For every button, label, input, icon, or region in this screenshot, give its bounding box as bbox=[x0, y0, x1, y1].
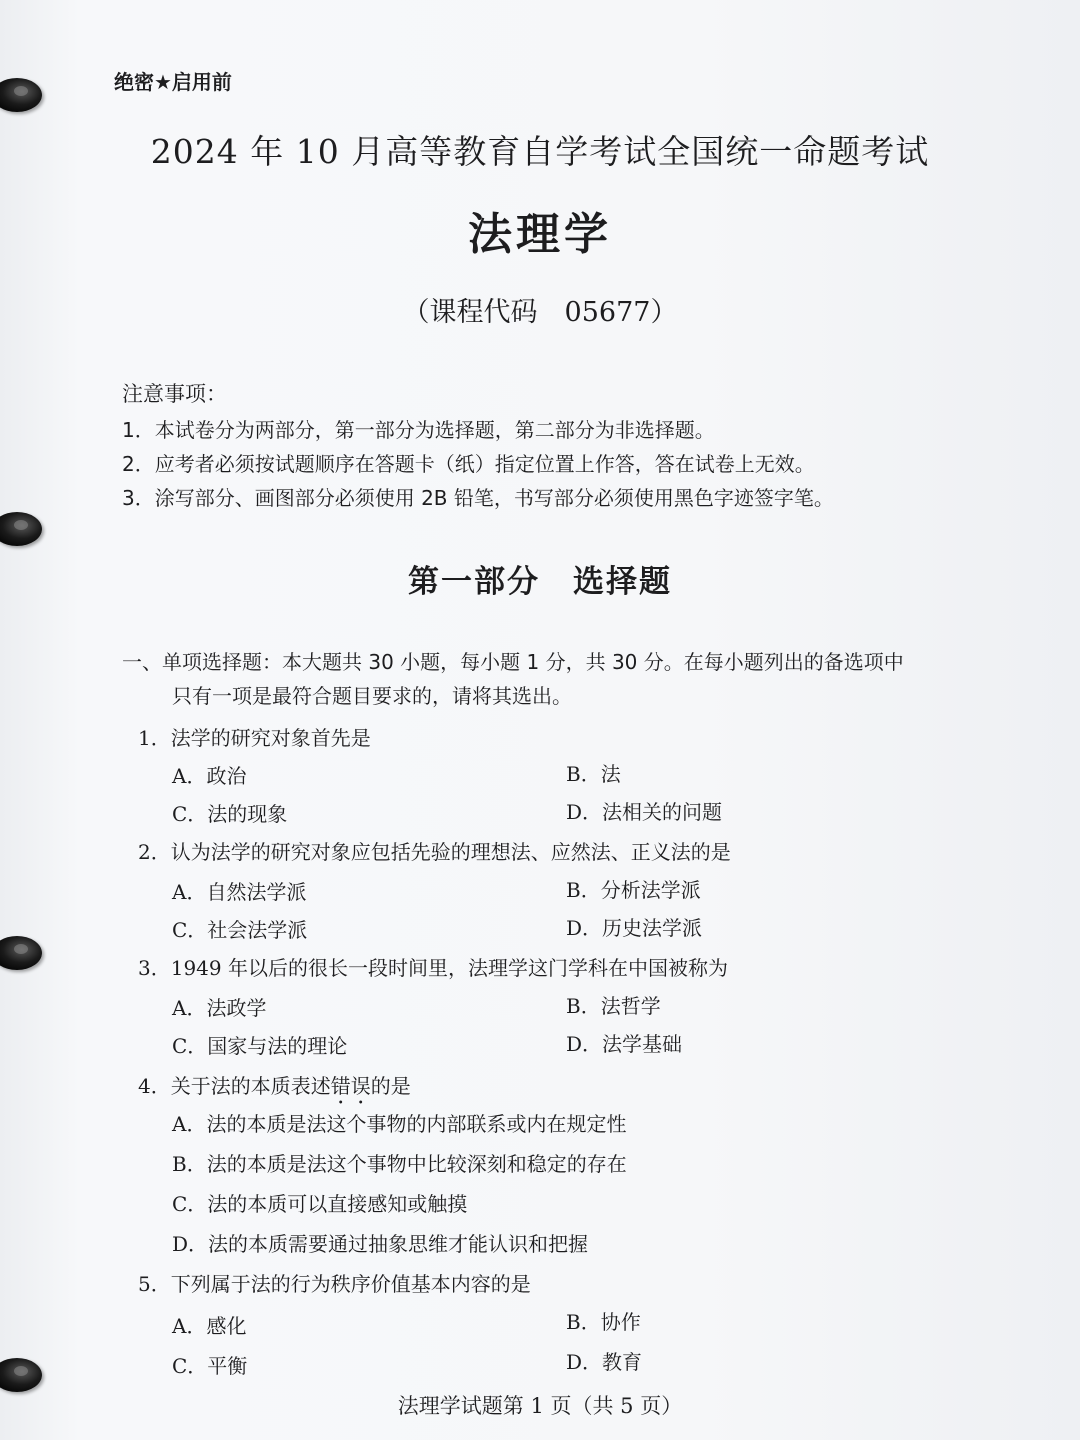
question-stem bbox=[138, 1070, 411, 1109]
note-item: 3．涂写部分、画图部分必须使用 2B 铅笔，书写部分必须使用黑色字迹签字笔。 bbox=[122, 486, 834, 510]
option: A．感化 bbox=[172, 1314, 247, 1338]
section-instruction: 只有一项是最符合题目要求的，请将其选出。 bbox=[172, 684, 572, 708]
option: B．分析法学派 bbox=[566, 878, 701, 902]
option: B．协作 bbox=[566, 1310, 641, 1334]
notes-heading: 注意事项： bbox=[122, 382, 227, 406]
section-instruction: 一、单项选择题：本大题共 30 小题，每小题 1 分，共 30 分。在每小题列出的备选项中 bbox=[122, 650, 904, 674]
option: B．法哲学 bbox=[566, 994, 661, 1018]
option: C．社会法学派 bbox=[172, 918, 308, 942]
option: D．法的本质需要通过抽象思维才能认识和把握 bbox=[172, 1232, 589, 1256]
option: A．法政学 bbox=[172, 996, 267, 1020]
section-title: 第一部分 选择题 bbox=[408, 564, 672, 600]
option: B．法 bbox=[566, 762, 621, 786]
binder-ring bbox=[0, 512, 42, 546]
question-stem-emphasis: 错误 bbox=[330, 1074, 371, 1098]
binder-ring bbox=[0, 78, 42, 112]
option: C．法的现象 bbox=[172, 802, 288, 826]
note-item: 1．本试卷分为两部分，第一部分为选择题，第二部分为非选择题。 bbox=[122, 418, 715, 442]
question-stem: 5．下列属于法的行为秩序价值基本内容的是 bbox=[138, 1272, 531, 1296]
option: D．法相关的问题 bbox=[566, 800, 723, 824]
option: C．国家与法的理论 bbox=[172, 1034, 348, 1058]
option: D．历史法学派 bbox=[566, 916, 703, 940]
question-stem: 2．认为法学的研究对象应包括先验的理想法、应然法、正义法的是 bbox=[138, 840, 731, 864]
option: A．自然法学派 bbox=[172, 880, 307, 904]
course-code: （课程代码 05677） bbox=[402, 297, 678, 328]
question-stem-prefix: 4．关于法的本质表述 bbox=[138, 1074, 331, 1098]
question-stem: 3．1949 年以后的很长一段时间里，法理学这门学科在中国被称为 bbox=[138, 956, 728, 980]
option: C．平衡 bbox=[172, 1354, 248, 1378]
note-item: 2．应考者必须按试题顺序在答题卡（纸）指定位置上作答，答在试卷上无效。 bbox=[122, 452, 815, 476]
option: B．法的本质是法这个事物中比较深刻和稳定的存在 bbox=[172, 1152, 627, 1176]
option: A．法的本质是法这个事物的内部联系或内在规定性 bbox=[172, 1112, 627, 1136]
question-stem-suffix: 的是 bbox=[370, 1074, 411, 1098]
exam-title: 2024 年 10 月高等教育自学考试全国统一命题考试 bbox=[150, 132, 930, 171]
question-stem: 1．法学的研究对象首先是 bbox=[138, 726, 371, 750]
option: C．法的本质可以直接感知或触摸 bbox=[172, 1192, 468, 1216]
option: A．政治 bbox=[172, 764, 247, 788]
binder-ring bbox=[0, 936, 42, 970]
option: D．教育 bbox=[566, 1350, 643, 1374]
option: D．法学基础 bbox=[566, 1032, 683, 1056]
binder-ring bbox=[0, 1358, 42, 1392]
subject-title: 法理学 bbox=[468, 209, 612, 260]
classification-mark: 绝密★启用前 bbox=[114, 70, 232, 94]
page-footer: 法理学试题第 1 页（共 5 页） bbox=[397, 1394, 683, 1418]
